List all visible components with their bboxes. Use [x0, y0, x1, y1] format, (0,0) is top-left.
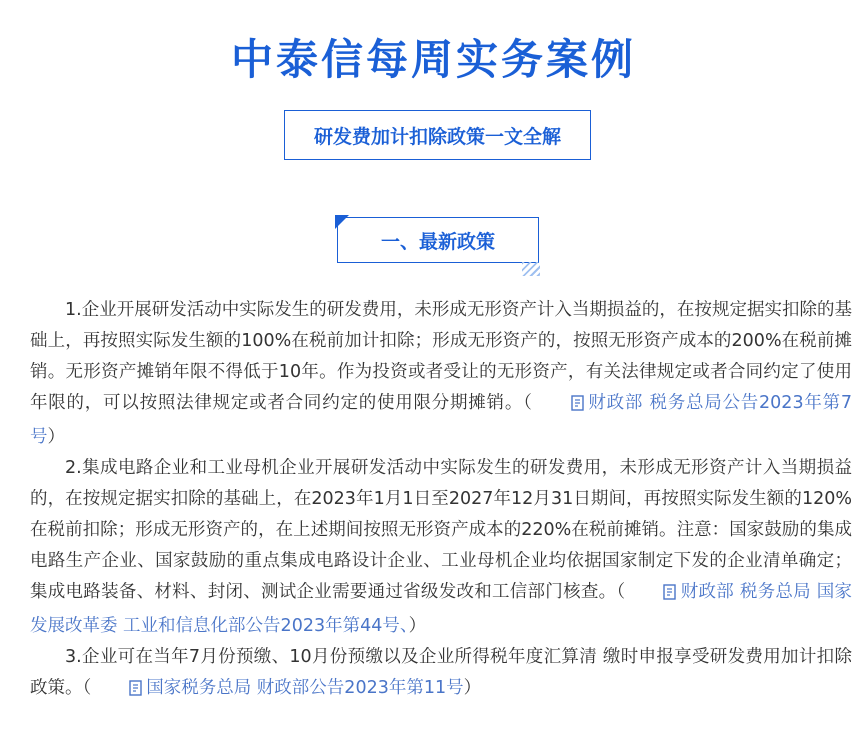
policy-reference-link[interactable]: 财政部 税务总局公告2023年第7号 — [30, 393, 852, 447]
policy-paragraph-1 — [30, 295, 852, 453]
paragraph-close: ） — [408, 616, 427, 636]
policy-reference-link[interactable]: 财政部 税务总局 国家发展改革委 工业和信息化部公告2023年第44号、 — [30, 582, 853, 636]
policy-reference-link[interactable]: 国家税务总局 财政部公告2023年第11号 — [146, 678, 464, 698]
paragraph-text: 3.企业可在当年7月份预缴、10月份预缴以及企业所得税年度汇算清 缴时申报享受研发费用加计扣除政策。（ — [30, 647, 852, 698]
article-body — [30, 295, 852, 707]
paragraph-text: 2.集成电路企业和工业母机企业开展研发活动中实际发生的研发费用，未形成无形资产计入当期损益的，在按规定据实扣除的基础上，在2023年1月1日至2027年12月31日期间，再按照实际发生额的120%在税前扣除；形成无形资产的，在上述期间按照无形资产成本的220%在税前摊销。注意：国家鼓励的集成电路生产企业、国家鼓励的重点集成电路设计企业、工业母机企业均依据国家制定下发的企业清单确定；集成电路装备、材料、封闭、测试企业需要通过省级发改和工信部门核查。（ — [30, 458, 852, 602]
section-heading: 一、最新政策 — [380, 230, 495, 253]
section-hatch-decoration — [522, 262, 540, 276]
subtitle-box — [284, 110, 591, 160]
page-title: 中泰信每周实务案例 — [230, 35, 636, 84]
paragraph-close: ） — [463, 678, 482, 698]
paragraph-close: ） — [47, 427, 65, 447]
policy-paragraph-2 — [30, 453, 852, 642]
document-icon — [536, 391, 585, 422]
subtitle-text: 研发费加计扣除政策一文全解 — [313, 125, 561, 148]
policy-paragraph-3 — [30, 642, 852, 707]
document-icon — [628, 580, 677, 611]
paragraph-text: 1.企业开展研发活动中实际发生的研发费用，未形成无形资产计入当期损益的，在按规定据实扣除的基础上，再按照实际发生额的100%在税前加计扣除；形成无形资产的，按照无形资产成本的200%在税前摊销。无形资产摊销年限不得低于10年。作为投资或者受让的无形资产，有关法律规定或者合同约定了使用年限的，可以按照法律规定或者合同约定的使用限分期摊销。（ — [30, 300, 852, 413]
section-heading-box — [337, 217, 539, 263]
document-icon — [94, 676, 143, 707]
